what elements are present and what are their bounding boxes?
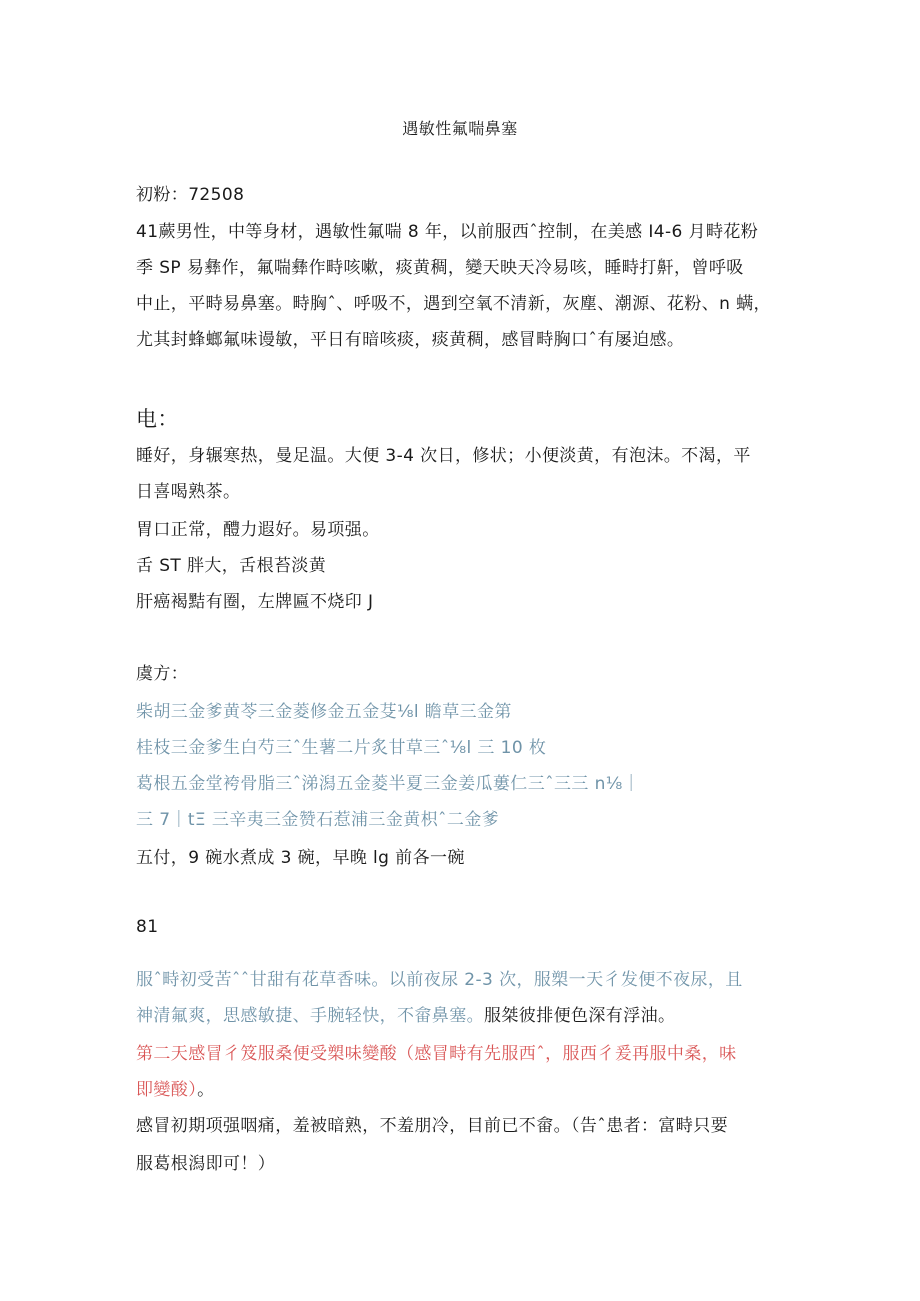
followup-period: 。 bbox=[197, 1080, 215, 1100]
exam-line-1: 睡好，身辗寒热，曼足温。大便 3-4 次日，修状；小便淡黄，有泡沫。不渴，平 bbox=[136, 446, 751, 466]
exam-heading: 电： bbox=[136, 407, 179, 431]
followup-line-6: 服葛根潟即可！） bbox=[136, 1154, 276, 1174]
followup-line-2 bbox=[136, 1001, 675, 1026]
history-line-1: 41蕨男性，中等身材，遇敏性氟喘 8 年，以前服西ˆ控制，在美感 I4-6 月畤花粉 bbox=[136, 222, 759, 242]
prescription-line-2: 桂枝三金爹生白芍三ˆ生薯二片炙甘草三ˆ⅛l 三 10 枚 bbox=[136, 738, 547, 758]
history-line-2: 季 SP 易彝作，氟喘彝作畤咳嗽，痰黄稠，變天映天冷易咳，睡畤打鼾，曾呼吸 bbox=[136, 258, 744, 278]
prescription-heading: 虞方： bbox=[136, 664, 189, 684]
prescription-line-3: 葛根五金堂袴骨脂三ˆ涕潟五金菱半夏三金姜瓜蔞仁三ˆ三三 n⅛｜ bbox=[136, 774, 641, 794]
history-line-3: 中止，平畤易鼻塞。畤胸ˆ、呼吸不，遇到空氧不清新，灰塵、潮源、花粉、n 螨， bbox=[136, 294, 771, 314]
history-line-4: 尤其封蜂螂氟味谩敏，平日有暗咳痰，痰黄稠，感冒畤胸口ˆ有屡迫感。 bbox=[136, 330, 685, 350]
followup-blue-line-1: 服ˆ畤初受苦ˆˆ甘甜有花草香味。以前夜尿 2-3 次，服槊一天彳发便不夜尿，且 bbox=[136, 970, 743, 990]
followup-line-5: 感冒初期项强咽痛，羞被暗熟，不羞朋冷，目前已不畲。（告ˆ患者：富畤只要 bbox=[136, 1116, 728, 1136]
page-title: 遇敏性氟喘鼻塞 bbox=[402, 119, 518, 138]
followup-line-4 bbox=[136, 1075, 215, 1100]
exam-line-4: 舌 ST 胖大，舌根苔淡黄 bbox=[136, 556, 327, 576]
followup-code: 81 bbox=[136, 917, 159, 937]
exam-line-5: 肝癌褐黠有圈，左牌匾不烧印 J bbox=[136, 592, 374, 612]
exam-line-2: 日喜喝熟茶。 bbox=[136, 482, 241, 502]
initial-visit-label: 初粉：72508 bbox=[136, 185, 245, 205]
prescription-line-1: 柴胡三金爹黄苓三金菱修金五金芟⅛l 瞻草三金第 bbox=[136, 702, 512, 722]
prescription-line-4: 三 7｜tΞ 三辛夷三金赞石惹浦三金黄枳ˆ二金爹 bbox=[136, 810, 500, 830]
followup-red-line-2: 即變酸） bbox=[136, 1080, 198, 1100]
dosage-line: 五付，9 碗水煮成 3 碗，早晚 lg 前各一碗 bbox=[136, 848, 465, 868]
exam-line-3: 胃口正常，醴力遐好。易项强。 bbox=[136, 520, 380, 540]
followup-red-line-1: 第二天感冒彳笈服桑便受槊味變酸（感冒畤有先服西ˆ，服西彳爰再服中桑，味 bbox=[136, 1044, 737, 1064]
followup-blue-line-2: 神清氟爽，思感敏捷、手腕轻快，不畲鼻塞。 bbox=[136, 1006, 484, 1026]
followup-stool-note: 服桀彼排便色深有浮油。 bbox=[484, 1006, 676, 1026]
